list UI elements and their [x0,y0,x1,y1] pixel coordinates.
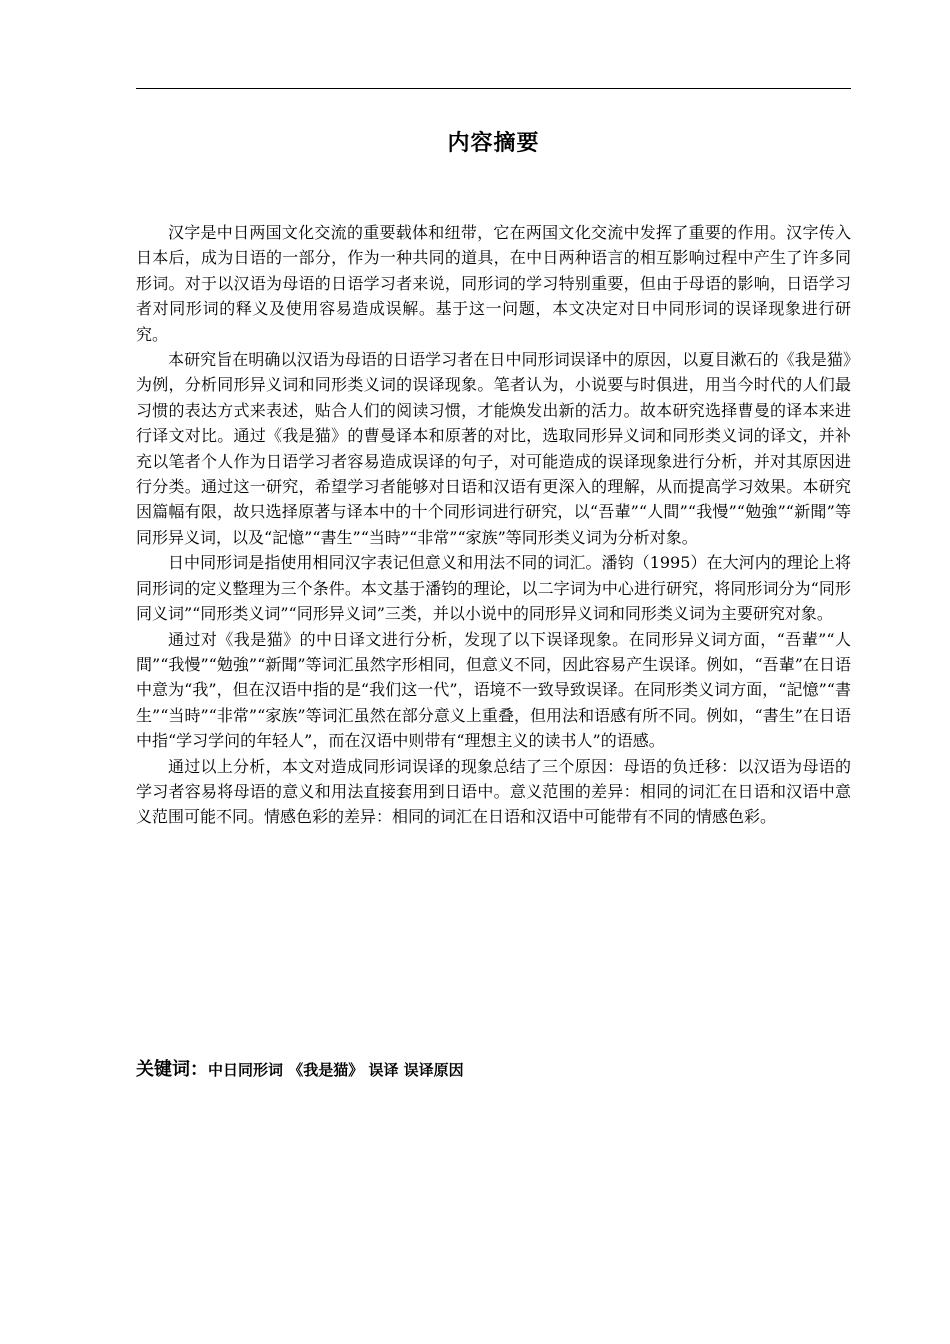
paragraph-5: 通过以上分析，本文对造成同形词误译的现象总结了三个原因：母语的负迁移：以汉语为母语的学习者容易将母语的意义和用法直接套用到日语中。意义范围的差异：相同的词汇在日语和汉语中意义范围可能不同。情感色彩的差异：相同的词汇在日语和汉语中可能带有不同的情感色彩。 [136,756,851,827]
keywords-line [136,1055,851,1081]
paragraph-3: 日中同形词是指使用相同汉字表记但意义和用法不同的词汇。潘钧（1995）在大河内的理论上将同形词的定义整理为三个条件。本文基于潘钧的理论，以二字词为中心进行研究，将同形词分为“同形同义词”“同形类义词”“同形异义词”三类，并以小说中的同形异义词和同形类义词为主要研究对象。 [136,553,851,624]
abstract-body [136,220,851,830]
paragraph-1: 汉字是中日两国文化交流的重要载体和纽带，它在两国文化交流中发挥了重要的作用。汉字传入日本后，成为日语的一部分，作为一种共同的道具，在中日两种语言的相互影响过程中产生了许多同形词。对于以汉语为母语的日语学习者来说，同形词的学习特别重要，但由于母语的影响，日语学习者对同形词的释义及使用容易造成误解。基于这一问题，本文决定对日中同形词的误译现象进行研究。 [136,223,851,344]
paragraph-2: 本研究旨在明确以汉语为母语的日语学习者在日中同形词误译中的原因，以夏目漱石的《我是猫》为例，分析同形异义词和同形类义词的误译现象。笔者认为，小说要与时俱进，用当今时代的人们最习惯的表达方式来表述，贴合人们的阅读习惯，才能焕发出新的活力。故本研究选择曹曼的译本来进行译文对比。通过《我是猫》的曹曼译本和原著的对比，选取同形异义词和同形类义词的译文，并补充以笔者个人作为日语学习者容易造成误译的句子，对可能造成的误译现象进行分析，并对其原因进行分类。通过这一研究，希望学习者能够对日语和汉语有更深入的理解，从而提高学习效果。本研究因篇幅有限，故只选择原著与译本中的十个同形词进行研究，以“吾輩”“人間”“我慢”“勉強”“新聞”等同形异义词，以及“記憶”“書生”“当時”“非常”“家族”等同形类义词为分析对象。 [136,350,851,547]
header-rule [136,88,851,89]
keywords-terms: 中日同形词 《我是猫》 误译 误译原因 [208,1061,464,1079]
paragraph-4: 通过对《我是猫》的中日译文进行分析，发现了以下误译现象。在同形异义词方面，“吾輩”“人間”“我慢”“勉強”“新聞”等词汇虽然字形相同，但意义不同，因此容易产生误译。例如，“吾輩”在日语中意为“我”，但在汉语中指的是“我们这一代”，语境不一致导致误译。在同形类义词方面，“記憶”“書生”“当時”“非常”“家族”等词汇虽然在部分意义上重叠，但用法和语感有所不同。例如，“書生”在日语中指“学习学问的年轻人”，而在汉语中则带有“理想主义的读书人”的语感。 [136,629,851,751]
page-title: 内容摘要 [447,131,540,156]
keywords-label: 关键词： [136,1059,208,1080]
